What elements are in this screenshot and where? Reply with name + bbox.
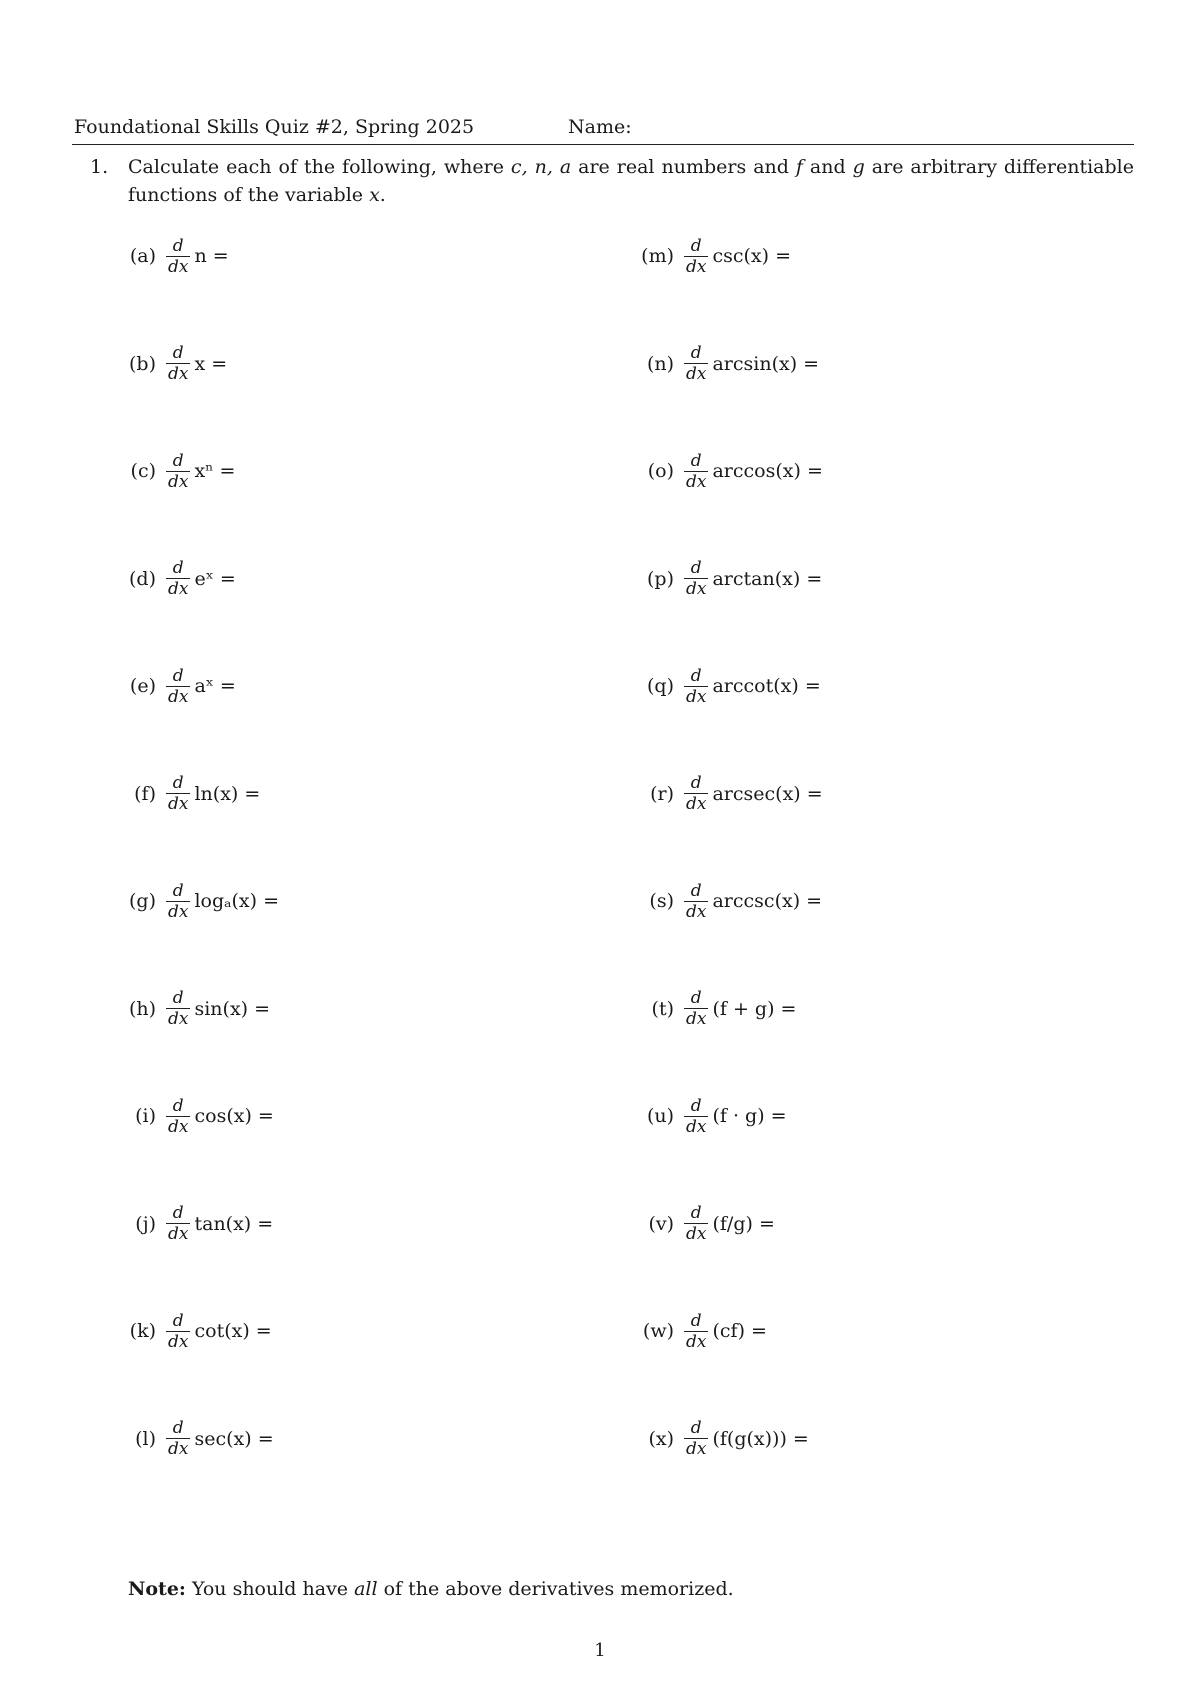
problem-expression: logₐ(x) =: [194, 890, 279, 912]
name-label: Name:: [568, 116, 632, 138]
derivative-denominator: dx: [686, 364, 707, 384]
derivative-denominator: dx: [686, 1439, 707, 1459]
derivative-operator: [166, 773, 190, 814]
derivative-numerator: d: [172, 880, 184, 901]
derivative-numerator: d: [172, 1095, 184, 1116]
derivative-operator: [166, 666, 190, 707]
derivative-denominator: dx: [686, 256, 707, 277]
problem-label: (h): [128, 997, 156, 1020]
problem-expression: tan(x) =: [194, 1212, 274, 1235]
derivative-operator: [684, 988, 708, 1029]
page-header: [72, 116, 1134, 145]
memorize-note: Note: You should have all of the above derivatives memorized.: [128, 1578, 734, 1600]
derivative-numerator: d: [690, 773, 702, 793]
derivative-numerator: d: [172, 558, 184, 578]
problem-label: (w): [642, 1320, 674, 1342]
problem-expression: (cf) =: [712, 1320, 767, 1342]
question-number: 1.: [90, 156, 109, 178]
derivative-denominator: dx: [168, 1224, 189, 1244]
problem-item: [628, 1086, 787, 1146]
problem-item: [628, 441, 823, 501]
page-number: 1: [594, 1640, 606, 1661]
derivative-numerator: d: [172, 1310, 184, 1331]
problem-expression: cos(x) =: [194, 1105, 274, 1127]
problem-label: (j): [135, 1212, 156, 1235]
problem-item: [628, 871, 822, 931]
problem-label: (x): [648, 1427, 674, 1450]
derivative-denominator: dx: [168, 901, 189, 922]
problem-expression: xⁿ =: [194, 460, 236, 482]
problem-item: [110, 656, 236, 716]
problem-expression: arccsc(x) =: [712, 890, 823, 912]
derivative-operator: [166, 881, 190, 922]
derivative-denominator: dx: [686, 1009, 707, 1029]
problem-expression: arccot(x) =: [712, 675, 821, 697]
problem-expression: x =: [194, 352, 228, 375]
derivative-numerator: d: [172, 773, 184, 793]
problem-item: [110, 1194, 273, 1254]
derivative-operator: [166, 1096, 190, 1137]
problem-item: [110, 871, 279, 931]
problem-expression: (f · g) =: [712, 1105, 787, 1127]
problem-item: [628, 334, 819, 394]
problem-label: (r): [650, 782, 674, 805]
derivative-operator: [166, 236, 190, 277]
problem-expression: eˣ =: [194, 567, 236, 590]
derivative-numerator: d: [690, 1418, 702, 1438]
problem-expression: arctan(x) =: [712, 567, 823, 590]
derivative-operator: [684, 1096, 708, 1137]
derivative-numerator: d: [690, 1203, 702, 1223]
derivative-operator: [684, 236, 708, 277]
problem-label: (k): [129, 1320, 156, 1342]
problem-item: [628, 1409, 809, 1469]
derivative-numerator: d: [690, 235, 702, 256]
derivative-numerator: d: [690, 988, 702, 1008]
derivative-denominator: dx: [686, 686, 707, 707]
problem-expression: n =: [194, 245, 229, 267]
derivative-operator: [684, 881, 708, 922]
problem-label: (v): [648, 1212, 674, 1235]
problem-item: [110, 979, 270, 1039]
problem-label: (f): [134, 782, 156, 805]
problem-label: (d): [129, 567, 156, 590]
problem-expression: (f(g(x))) =: [712, 1427, 809, 1450]
derivative-denominator: dx: [686, 1116, 707, 1137]
problem-expression: arcsin(x) =: [712, 352, 820, 375]
problem-expression: sec(x) =: [194, 1427, 274, 1450]
problem-label: (n): [646, 352, 674, 375]
derivative-numerator: d: [690, 343, 702, 363]
derivative-denominator: dx: [168, 1009, 189, 1029]
derivative-denominator: dx: [686, 901, 707, 922]
derivative-numerator: d: [690, 665, 702, 686]
problem-item: [110, 549, 236, 609]
derivative-numerator: d: [690, 1310, 702, 1331]
problem-item: [110, 1086, 274, 1146]
derivative-numerator: d: [690, 450, 702, 471]
problem-expression: ln(x) =: [194, 782, 261, 805]
derivative-denominator: dx: [686, 579, 707, 599]
derivative-numerator: d: [172, 1203, 184, 1223]
derivative-operator: [166, 1311, 190, 1352]
derivative-denominator: dx: [686, 471, 707, 492]
derivative-denominator: dx: [686, 1224, 707, 1244]
problem-expression: csc(x) =: [712, 245, 792, 267]
problem-item: [628, 549, 822, 609]
problem-label: (c): [130, 460, 156, 482]
problem-label: (i): [135, 1105, 156, 1127]
derivative-numerator: d: [690, 558, 702, 578]
problem-label: (u): [646, 1105, 674, 1127]
derivative-numerator: d: [172, 235, 184, 256]
problem-label: (b): [129, 352, 156, 375]
problem-expression: aˣ =: [194, 675, 236, 697]
derivative-denominator: dx: [168, 1331, 189, 1352]
question-text: Calculate each of the following, where c, n, a are real numbers and f and g are arbitrary differentiable functions of the variable x.: [128, 156, 1134, 206]
derivative-operator: [684, 773, 708, 814]
derivative-denominator: dx: [168, 256, 189, 277]
problem-item: [628, 656, 821, 716]
problem-item: [628, 979, 796, 1039]
problem-expression: cot(x) =: [194, 1320, 272, 1342]
derivative-denominator: dx: [168, 579, 189, 599]
problem-expression: sin(x) =: [194, 997, 271, 1020]
question-intro: [90, 153, 1134, 209]
derivative-numerator: d: [690, 1095, 702, 1116]
derivative-denominator: dx: [686, 794, 707, 814]
problem-label: (s): [649, 890, 674, 912]
problem-label: (e): [129, 675, 156, 697]
derivative-operator: [684, 1203, 708, 1244]
derivative-denominator: dx: [168, 686, 189, 707]
problem-item: [628, 764, 823, 824]
derivative-numerator: d: [172, 1418, 184, 1438]
derivative-denominator: dx: [168, 364, 189, 384]
derivative-operator: [166, 451, 190, 492]
derivative-operator: [684, 666, 708, 707]
problem-item: [110, 334, 227, 394]
derivative-operator: [166, 1418, 190, 1459]
problem-expression: (f + g) =: [712, 997, 797, 1020]
derivative-operator: [684, 1311, 708, 1352]
problem-item: [628, 1301, 767, 1361]
problem-label: (o): [647, 460, 674, 482]
problem-item: [110, 1409, 274, 1469]
derivative-operator: [166, 343, 190, 384]
problem-expression: (f/g) =: [712, 1212, 775, 1235]
problem-item: [110, 764, 260, 824]
derivative-numerator: d: [172, 450, 184, 471]
derivative-operator: [684, 558, 708, 599]
problem-item: [628, 226, 791, 286]
derivative-operator: [684, 1418, 708, 1459]
problem-label: (a): [129, 245, 156, 267]
derivative-operator: [166, 558, 190, 599]
problem-label: (l): [135, 1427, 156, 1450]
problem-label: (g): [129, 890, 156, 912]
problem-label: (p): [647, 567, 674, 590]
derivative-denominator: dx: [168, 1116, 189, 1137]
derivative-denominator: dx: [168, 471, 189, 492]
derivative-denominator: dx: [168, 1439, 189, 1459]
derivative-numerator: d: [172, 665, 184, 686]
derivative-operator: [684, 451, 708, 492]
problem-item: [628, 1194, 775, 1254]
derivative-numerator: d: [172, 988, 184, 1008]
problem-item: [110, 1301, 272, 1361]
problem-label: (t): [651, 997, 674, 1020]
problem-item: [110, 226, 229, 286]
derivative-denominator: dx: [686, 1331, 707, 1352]
derivative-operator: [166, 1203, 190, 1244]
derivative-operator: [166, 988, 190, 1029]
problem-expression: arccos(x) =: [712, 460, 823, 482]
derivative-denominator: dx: [168, 794, 189, 814]
problem-label: (q): [647, 675, 674, 697]
derivative-numerator: d: [690, 880, 702, 901]
derivative-operator: [684, 343, 708, 384]
problem-expression: arcsec(x) =: [712, 782, 823, 805]
quiz-title: Foundational Skills Quiz #2, Spring 2025: [74, 116, 475, 138]
problem-label: (m): [641, 245, 674, 267]
problem-item: [110, 441, 235, 501]
derivative-numerator: d: [172, 343, 184, 363]
